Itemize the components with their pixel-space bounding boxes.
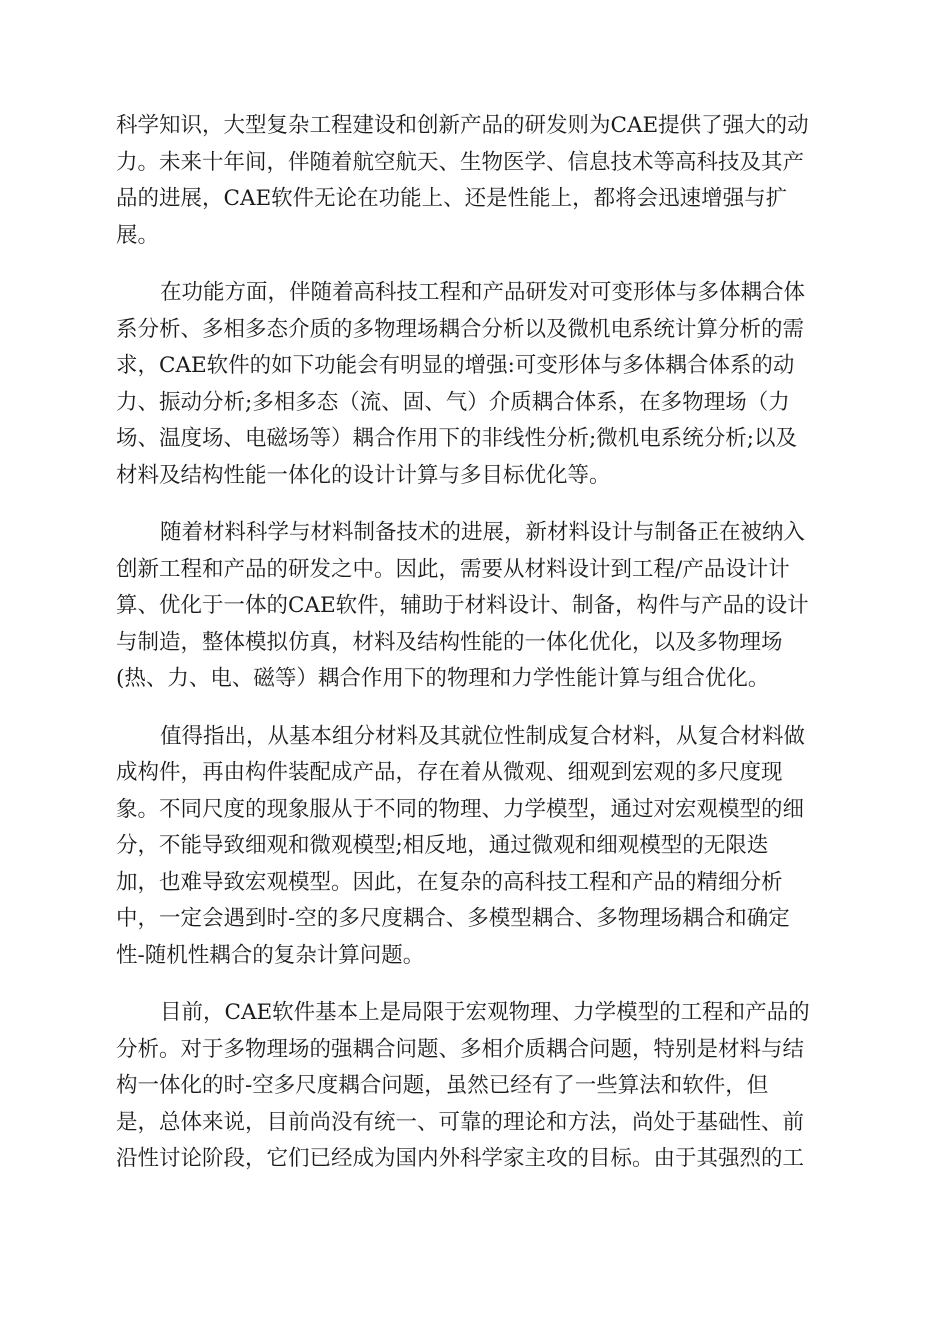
text-line: 求，CAE软件的如下功能会有明显的增强:可变形体与多体耦合体系的动 [116, 353, 795, 378]
document-body [116, 108, 836, 1199]
text-line: 力。未来十年间，伴随着航空航天、生物医学、信息技术等高科技及其产 [116, 149, 805, 175]
text-line: 加，也难导致宏观模型。因此，在复杂的高科技工程和产品的精细分析 [116, 869, 783, 895]
text-line: 目前，CAE软件基本上是局限于宏观物理、力学模型的工程和产品的 [160, 1000, 810, 1025]
text-line: 科学知识，大型复杂工程建设和创新产品的研发则为CAE提供了强大的动 [116, 113, 809, 138]
text-line: 品的进展，CAE软件无论在功能上、还是性能上，都将会迅速增强与扩 [116, 186, 788, 211]
text-line: 构一体化的时-空多尺度耦合问题，虽然已经有了一些算法和软件，但 [116, 1073, 769, 1098]
paragraph-5 [116, 995, 836, 1178]
paragraph-1 [116, 108, 836, 254]
text-line: 场、温度场、电磁场等）耦合作用下的非线性分析;微机电系统分析;以及 [116, 426, 797, 451]
text-line: 算、优化于一体的CAE软件，辅助于材料设计、制备，构件与产品的设计 [116, 593, 809, 618]
text-line: 创新工程和产品的研发之中。因此，需要从材料设计到工程/产品设计计 [116, 556, 790, 582]
text-line: 沿性讨论阶段，它们已经成为国内外科学家主攻的目标。由于其强烈的工 [116, 1146, 805, 1171]
text-line: 象。不同尺度的现象服从于不同的物理、力学模型，通过对宏观模型的细 [116, 796, 805, 822]
text-line: 成构件，再由构件装配成产品，存在着从微观、细观到宏观的多尺度现 [116, 760, 783, 785]
text-line: 性-随机性耦合的复杂计算问题。 [116, 942, 425, 968]
text-line: 是，总体来说，目前尚没有统一、可靠的理论和方法，尚处于基础性、前 [116, 1109, 805, 1135]
text-line: (热、力、电、磁等）耦合作用下的物理和力学性能计算与组合优化。 [116, 666, 770, 691]
text-line: 分析。对于多物理场的强耦合问题、多相介质耦合问题，特别是材料与结 [116, 1036, 805, 1062]
paragraph-3 [116, 515, 836, 698]
text-line: 与制造，整体模拟仿真，材料及结构性能的一体化优化，以及多物理场 [116, 629, 783, 655]
text-line: 随着材料科学与材料制备技术的进展，新材料设计与制备正在被纳入 [160, 520, 806, 545]
text-line: 分，不能导致细观和微观模型;相反地，通过微观和细观模型的无限迭 [116, 833, 769, 858]
text-line: 材料及结构性能一体化的设计计算与多目标优化等。 [116, 462, 611, 488]
text-line: 中，一定会遇到时-空的多尺度耦合、多模型耦合、多物理场耦合和确定 [116, 906, 790, 931]
text-line: 展。 [116, 222, 160, 248]
text-line: 系分析、多相多态介质的多物理场耦合分析以及微机电系统计算分析的需 [116, 316, 805, 342]
text-line: 值得指出，从基本组分材料及其就位性制成复合材料，从复合材料做 [160, 723, 806, 749]
paragraph-4 [116, 719, 836, 975]
text-line: 在功能方面，伴随着高科技工程和产品研发对可变形体与多体耦合体 [160, 280, 806, 305]
text-line: 力、振动分析;多相多态（流、固、气）介质耦合体系，在多物理场（力 [116, 389, 790, 415]
paragraph-2 [116, 275, 836, 494]
